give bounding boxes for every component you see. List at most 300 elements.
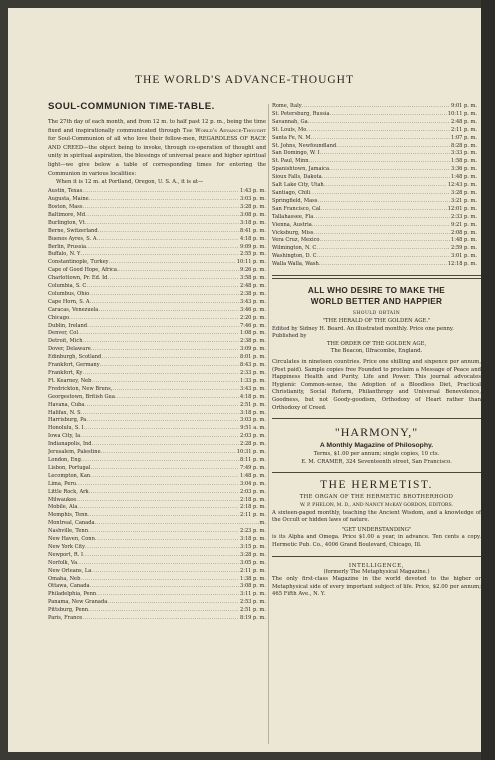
dot-leader (88, 512, 239, 520)
place-name: Buffalo, N. Y (48, 251, 81, 258)
place-name: St. Johns, Newfoundland (272, 142, 337, 149)
local-time: 9:26 p. m. (239, 267, 266, 274)
dot-leader (98, 307, 239, 315)
dot-leader (81, 457, 239, 465)
dot-leader (320, 237, 450, 245)
dot-leader (76, 481, 239, 489)
place-name: Salt Lake City, Utah (272, 182, 324, 189)
dot-leader (91, 346, 239, 354)
hermetist-ad (272, 479, 481, 549)
local-time: 8:41 p. m. (239, 227, 266, 234)
time-table-row (272, 166, 477, 174)
place-name: Havana, Cuba (48, 401, 85, 408)
local-time: 1:48 p. m. (239, 472, 266, 479)
place-name: Fredrickton, New Bruns, (48, 385, 113, 392)
place-name: Washington, D. C (272, 253, 317, 260)
time-table-row (48, 568, 266, 576)
place-name: Cape Horn, S. A (48, 298, 90, 305)
ad-headline-2: WORLD BETTER AND HAPPIER (310, 297, 443, 307)
dot-leader (76, 497, 239, 505)
section-rule (272, 275, 481, 279)
time-table-row (48, 520, 266, 528)
local-time: 3:08 p. m. (239, 583, 266, 590)
time-table-row (48, 244, 266, 252)
dot-leader (90, 583, 239, 591)
place-name: Springfield, Mass (272, 197, 318, 204)
place-name: Tallahassee, Fla (272, 213, 314, 220)
place-name: Omaha, Neb (48, 575, 81, 582)
place-name: Lecompton, Kan (48, 472, 91, 479)
place-name: Edinburgh, Scotland (48, 354, 102, 361)
place-name: Panama, New Granada (48, 599, 108, 606)
local-time: 3:43 p. m. (239, 385, 266, 392)
local-time: 2:28 p. m. (239, 441, 266, 448)
local-time: 3:03 p. m. (239, 196, 266, 203)
place-name: Halifax, N. S (48, 409, 81, 416)
dot-leader (95, 520, 259, 528)
local-time: 2:11 p. m. (239, 567, 266, 574)
time-table-row (48, 481, 266, 489)
place-name: Indianapolis, Ind (48, 441, 92, 448)
local-time: 1:48 p. m. (450, 174, 477, 181)
local-time: 8:43 p. m. (239, 362, 266, 369)
local-time: 10:11 p. m. (447, 110, 477, 117)
local-time: 2:51 p. m. (239, 607, 266, 614)
place-name: Newport, R. I (48, 551, 83, 558)
local-time: 3:04 p. m. (239, 480, 266, 487)
local-time: 2:23 p. m. (239, 528, 266, 535)
local-time: 2:03 p. m. (239, 488, 266, 495)
local-time: 8:01 p. m. (239, 354, 266, 361)
place-name: Frankfort, Ky (48, 370, 83, 376)
right-time-list (272, 103, 477, 269)
time-table-row (48, 259, 266, 267)
time-table-intro (48, 118, 266, 178)
time-table-row (272, 119, 477, 127)
time-table-row (48, 504, 266, 512)
time-table-row (48, 591, 266, 599)
time-table-row (48, 512, 266, 520)
column-divider (268, 104, 269, 744)
local-time: 2:03 p. m. (239, 433, 266, 440)
dot-leader (77, 504, 239, 512)
local-time: 8:28 p. m. (450, 142, 477, 149)
local-time: 3:08 p. m. (239, 211, 266, 218)
time-table-row (48, 307, 266, 315)
local-time: 2:08 p. m. (450, 229, 477, 236)
place-name: Lisbon, Portugal (48, 464, 91, 471)
time-table-row (48, 378, 266, 386)
time-table-row (48, 402, 266, 410)
local-time: 10:11 p. m. (236, 259, 266, 266)
place-name: Dover, Delaware (48, 346, 91, 353)
dot-leader (96, 591, 239, 599)
dot-leader (90, 473, 239, 481)
place-name: Santa Fe, N. M (272, 134, 311, 141)
time-table-row (48, 599, 266, 607)
dot-leader (316, 245, 450, 253)
local-time: 4:18 p. m. (239, 235, 266, 242)
time-table-row (272, 206, 477, 214)
place-name: St. Louis, Mo (272, 126, 307, 133)
time-table-row (272, 143, 477, 151)
dot-leader (101, 354, 239, 362)
time-table-row (272, 245, 477, 253)
dot-leader (308, 119, 450, 127)
time-table-row (48, 417, 266, 425)
time-table-row (48, 552, 266, 560)
dot-leader (88, 528, 239, 536)
local-time: 3:28 p. m. (239, 551, 266, 558)
place-name: St. Paul, Minn (272, 158, 309, 165)
time-table-row (48, 323, 266, 331)
place-name: Boston, Mass (48, 203, 83, 210)
local-time: 12:43 p. m. (447, 182, 477, 189)
place-name: Little Rock, Ark (48, 488, 89, 495)
dot-leader (77, 560, 239, 568)
local-time: 4:18 p. m. (239, 393, 266, 400)
local-time: 2:18 p. m. (239, 504, 266, 511)
harmony-title: "HARMONY," (334, 425, 419, 440)
dot-leader (78, 330, 239, 338)
local-time: 3:15 p. m. (239, 543, 266, 550)
local-time: 3:11 p. m. (239, 591, 266, 598)
local-time: 2:33 p. m. (450, 213, 477, 220)
ad-headline-1: ALL WHO DESIRE TO MAKE THE (307, 286, 446, 296)
local-time: 2:55 p. m. (239, 251, 266, 258)
dot-leader (82, 370, 239, 378)
place-name: Columbus, Ohio (48, 290, 90, 297)
section-rule (272, 556, 481, 557)
time-table-row (48, 465, 266, 473)
dot-leader (92, 441, 239, 449)
time-table-row (272, 214, 477, 222)
dot-leader (317, 198, 450, 206)
place-name: Santiago, Chili (272, 189, 311, 196)
time-table-row (48, 299, 266, 307)
time-table-row (272, 127, 477, 135)
local-time: 12:18 p. m. (447, 261, 477, 268)
place-name: Buenos Ayres, S. A (48, 235, 97, 242)
place-name: Detroit, Mich (48, 338, 83, 345)
time-table-row (48, 544, 266, 552)
time-table-row (272, 150, 477, 158)
local-time: 2:53 p. m. (239, 599, 266, 606)
time-table-row (272, 135, 477, 143)
section-rule (272, 472, 481, 473)
harmony-terms: Terms, $1.00 per annum; single copies, 10 cts. (313, 451, 440, 458)
place-name: Iowa City, Ia (48, 433, 81, 440)
dot-leader (85, 220, 239, 228)
dot-leader (319, 261, 447, 269)
time-table-title: SOUL-COMMUNION TIME-TABLE. (48, 101, 215, 112)
place-name: London, Eng (48, 456, 81, 463)
place-name: Ft. Kearney, Neb (48, 377, 92, 384)
place-name: Ottawa, Canada (48, 583, 90, 590)
place-name: Berne, Switzerland (48, 227, 98, 234)
time-table-row (48, 410, 266, 418)
dot-leader (91, 378, 239, 386)
time-table-row (48, 528, 266, 536)
local-time: 8:11 p. m. (239, 456, 266, 463)
dot-leader (330, 111, 447, 119)
intelligence-title: INTELLIGENCE, (348, 562, 405, 569)
dot-leader (101, 449, 236, 457)
time-table-row (48, 457, 266, 465)
intro-publication-name: The World's Advance-Thought (182, 127, 266, 134)
place-name: Vera Cruz, Mexico (272, 237, 320, 244)
place-name: Jerusalem, Palestine (48, 449, 101, 456)
local-time: 12:01 p. m. (447, 205, 477, 212)
place-name: Dublin, Ireland (48, 322, 88, 329)
place-name: Chicago (48, 314, 70, 321)
local-time: 3:28 p. m. (239, 203, 266, 210)
local-time: 3:33 p. m. (450, 150, 477, 157)
local-time: 1:58 p. m. (450, 158, 477, 165)
dot-leader (329, 166, 450, 174)
local-time: 7:49 p. m. (239, 464, 266, 471)
local-time: 3:28 p. m. (450, 189, 477, 196)
intelligence-ad (272, 563, 481, 599)
place-name: Vicksburg, Miss (272, 229, 314, 236)
time-table-row (272, 103, 477, 111)
time-table-row (48, 394, 266, 402)
golden-age-ad (272, 285, 481, 412)
dot-leader (324, 182, 447, 190)
local-time: 3:36 p. m. (450, 166, 477, 173)
dot-leader (107, 599, 239, 607)
dot-leader (317, 253, 450, 261)
dot-leader (312, 222, 450, 230)
place-name: Paris, France (48, 615, 83, 622)
dot-leader (82, 615, 239, 623)
time-table-row (48, 291, 266, 299)
place-name: Milwaukee (48, 496, 77, 503)
dot-leader (309, 158, 450, 166)
time-table-row (48, 370, 266, 378)
right-column (272, 101, 481, 599)
dot-leader (90, 465, 239, 473)
time-table-row (48, 354, 266, 362)
time-table-row (272, 261, 477, 269)
dot-leader (69, 315, 239, 323)
place-name: Berlin, Prussia (48, 243, 87, 250)
time-table-row (48, 267, 266, 275)
time-table-row (48, 607, 266, 615)
place-name: Constantinople, Turkey (48, 259, 109, 266)
time-table-row (48, 236, 266, 244)
place-name: Baltimore, Md (48, 211, 86, 218)
time-table-row (48, 441, 266, 449)
dot-leader (306, 127, 450, 135)
herald-description: Circulates in nineteen countries. Price one shilling and sixpence per annum, (Post paid). Sample copies free Founded to proclaim a Message of Peace and Happiness Health and Purity, Life and Power. This journal advocates Hygienic Common-sense, the Adoption of a Bloodless Diet, Practical Christianity, Social Reform, Philanthropy and Universal Benevolence, Goodness, but not Goody-goodism, Orthodoxy of Heart rather than Orthodoxy of Creed. (272, 359, 481, 411)
place-name: Burlington, Vt (48, 219, 85, 226)
local-time: 1:38 p. m. (239, 575, 266, 582)
time-table-row (48, 188, 266, 196)
place-name: New York City (48, 543, 86, 550)
book-binding (481, 0, 495, 760)
place-name: Harrisburg, Pa (48, 417, 87, 424)
order-name: THE ORDER OF THE GOLDEN AGE, (326, 340, 427, 347)
dot-leader (313, 214, 450, 222)
time-table-row (48, 473, 266, 481)
dot-leader (83, 425, 239, 433)
intelligence-body: The only first-class Magazine in the world devoted to the higher or Metaphysical side of every important subject of life. Price, $2.00 per annum; 465 Fifth Ave., N. Y. (272, 576, 481, 598)
page-header: THE WORLD'S ADVANCE-THOUGHT (134, 74, 355, 86)
dot-leader (82, 188, 239, 196)
dot-leader (97, 236, 239, 244)
time-table-row (48, 576, 266, 584)
time-table-row (48, 449, 266, 457)
dot-leader (86, 417, 239, 425)
harmony-publisher: E. M. CRAMER, 324 Seventeenth street, San Francisco. (301, 458, 452, 465)
time-table-row (48, 196, 266, 204)
section-rule (272, 418, 481, 419)
local-time: 10:31 p. m. (236, 449, 266, 456)
hermetist-editors: W. P. PHELON, M. D., AND NANCY McKAY GORDON, EDITORS. (300, 502, 453, 508)
dot-leader (80, 251, 239, 259)
local-time: 9:21 p. m. (450, 221, 477, 228)
time-table-row (48, 212, 266, 220)
place-name: St. Petersburg, Russia (272, 110, 330, 117)
hermetist-organ: THE ORGAN OF THE HERMETIC BROTHERHOOD (299, 494, 454, 501)
place-name: Spanishtown, Jamaica (272, 166, 330, 173)
dot-leader (319, 150, 450, 158)
hermetist-body-2: is its Alpha and Omega. Price $1.00 a year, in advance. Ten cents a copy. Hermetic Pub. Co., 4006 Grand Boulevard, Chicago, Ill. (272, 534, 481, 548)
dot-leader (84, 402, 239, 410)
time-table-row (48, 330, 266, 338)
local-time: 8:19 p. m. (239, 615, 266, 622)
time-table-row (48, 362, 266, 370)
dot-leader (322, 174, 450, 182)
place-name: Walla Walla, Wash (272, 261, 319, 268)
local-time: 3:46 p. m. (239, 306, 266, 313)
dot-leader (86, 283, 239, 291)
place-name: San Domingo, W. I (272, 150, 320, 157)
local-time: 9:01 p. m. (450, 103, 477, 109)
place-name: Wilmington, N. C (272, 245, 317, 252)
dot-leader (89, 196, 239, 204)
time-table-row (48, 338, 266, 346)
herald-edited: Edited by Sidney H. Beard. An illustrated monthly. Price one penny. Published by (272, 325, 454, 340)
left-column (48, 101, 266, 623)
local-time: 9:51 a. m. (240, 425, 266, 432)
place-name: Sioux Falls, Dakota (272, 174, 322, 181)
time-table-row (48, 220, 266, 228)
time-table-row (48, 275, 266, 283)
intro-part-b: for Soul-Communion of all who love their fellow-men, REGARDLESS OF RACE AND CREED—the object being to invoke, through co-operation of thought and unity in spiritual aspiration, the blessings of universal peace and higher spiritual light—we give below a table of corresponding times for entering the Communion in various localities: (48, 136, 266, 177)
dot-leader (321, 206, 447, 214)
dot-leader (88, 607, 239, 615)
time-table-row (272, 158, 477, 166)
local-time: 2:11 p. m. (239, 512, 266, 519)
local-time: 3:58 p. m. (239, 275, 266, 282)
time-table-row (48, 346, 266, 354)
place-name: Cape of Good Hope, Africa (48, 267, 117, 274)
local-time: 2:20 p. m. (239, 314, 266, 321)
time-table-row (272, 198, 477, 206)
intelligence-formerly: (formerly The Metaphysical Magazine.) (323, 568, 430, 575)
dot-leader (115, 394, 239, 402)
place-name: Memphis, Tenn (48, 512, 88, 519)
place-name: Pittsburg, Penn (48, 607, 89, 614)
local-time: 2:38 p. m. (239, 290, 266, 297)
time-table-row (48, 386, 266, 394)
time-table-row (272, 237, 477, 245)
dot-leader (107, 275, 239, 283)
dot-leader (313, 230, 450, 238)
harmony-tagline: A Monthly Magazine of Philosophy. (319, 442, 434, 450)
local-time: 2:38 p. m. (239, 338, 266, 345)
time-table-row (48, 497, 266, 505)
place-name: Columbia, S. C (48, 283, 87, 290)
local-time: 3:18 p. m. (239, 409, 266, 416)
local-time: 1:07 p. m. (450, 134, 477, 141)
local-time: 3:03 p. m. (239, 417, 266, 424)
dot-leader (310, 190, 450, 198)
dot-leader (311, 135, 450, 143)
dot-leader (100, 362, 239, 370)
intro-part-a: The 27th day of each month, and from 12 m. to half past 12 p. m., being the time fixed and inspirationally communicated through (48, 119, 266, 134)
time-table-row (48, 560, 266, 568)
dot-leader (83, 338, 239, 346)
place-name: Norfolk, Va (48, 559, 78, 566)
dot-leader (86, 244, 239, 252)
local-time: 3:18 p. m. (239, 536, 266, 543)
place-name: Augusta, Maine (48, 196, 89, 203)
time-table-row (272, 174, 477, 182)
local-time: 1:48 p. m. (450, 237, 477, 244)
dot-leader (95, 536, 239, 544)
local-time: 2:48 p. m. (239, 283, 266, 290)
hermetist-body-1: A sixteen-paged monthly, teaching the Ancient Wisdom, and a knowledge of the Occult or hidden laws of nature. (272, 509, 481, 524)
should-obtain: SHOULD OBTAIN (352, 311, 401, 317)
time-table-row (48, 228, 266, 236)
time-table-subline: When it is 12 m. at Portland, Oregon, U. S. A., it is at— (56, 179, 204, 186)
dot-leader (117, 267, 239, 275)
time-table-row (48, 315, 266, 323)
local-time: 2:51 p. m. (239, 401, 266, 408)
place-name: Philadelphia, Penn (48, 591, 97, 598)
time-table-row (48, 283, 266, 291)
beacon-address: The Beacon, Ilfracombe, England. (330, 348, 423, 355)
dot-leader (83, 552, 239, 560)
dot-leader (91, 568, 239, 576)
harmony-ad (272, 425, 481, 466)
place-name: San Francisco, Cal (272, 205, 321, 212)
time-table-row (48, 536, 266, 544)
time-table-row (272, 111, 477, 119)
dot-leader (89, 291, 239, 299)
time-table-row (48, 425, 266, 433)
left-time-list (48, 188, 266, 623)
place-name: Savannah, Ga (272, 118, 308, 125)
place-name: Honolulu, S. I (48, 425, 84, 432)
time-table-row (48, 433, 266, 441)
time-table-row (48, 489, 266, 497)
place-name: Caracas, Venezuela (48, 306, 99, 313)
time-table-row (48, 251, 266, 259)
local-time: 1:43 p. m. (239, 188, 266, 195)
place-name: Mobile, Ala (48, 504, 78, 511)
place-name: Rome, Italy (272, 103, 302, 109)
place-name: New Haven, Conn (48, 536, 95, 543)
dot-leader (87, 323, 239, 331)
dot-leader (90, 299, 239, 307)
place-name: New Orleans, La (48, 567, 92, 574)
local-time: 2:11 p. m. (450, 126, 477, 133)
place-name: Nashville, Tenn (48, 528, 88, 535)
